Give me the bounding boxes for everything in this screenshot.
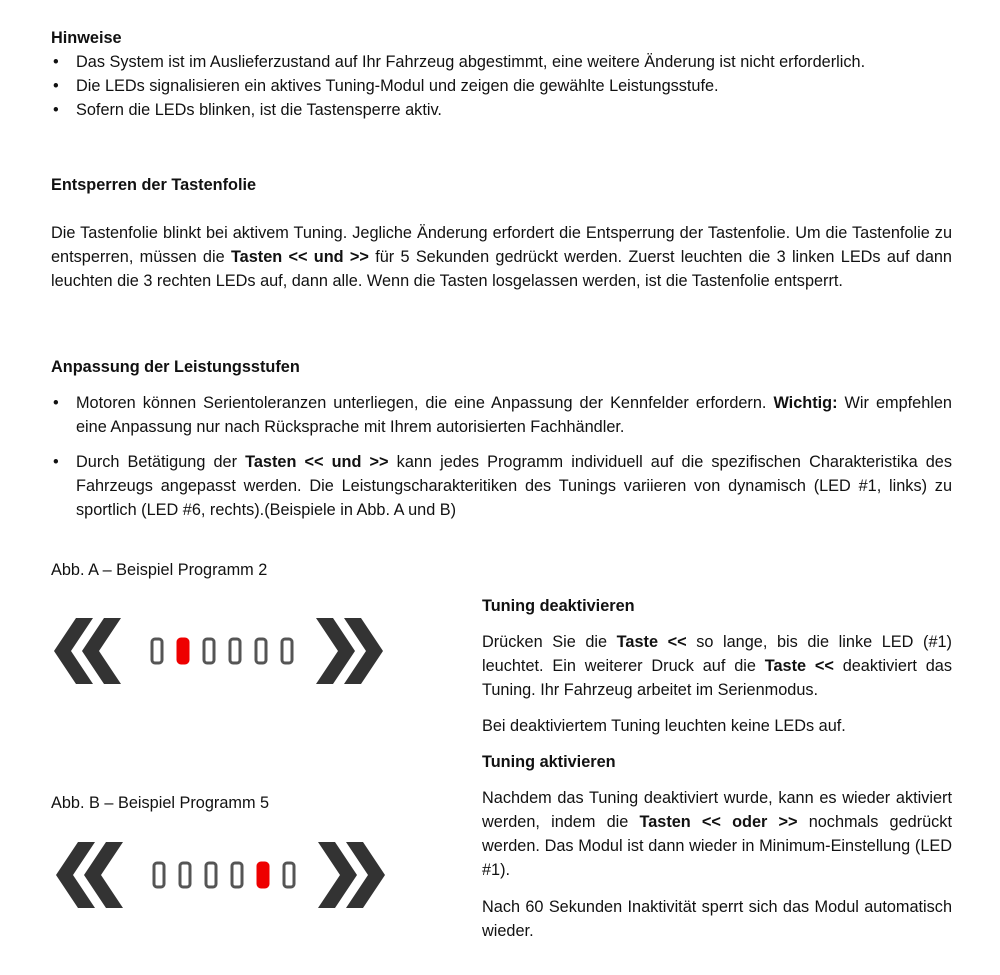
text-segment: Wir empfehlen eine Anpassung nur nach Rücksprache mit Ihrem autorisierten Fachhändler. [76,394,952,436]
text-segment: für 5 Sekunden gedrückt werden. Zuerst leuchten die 3 linken LEDs auf dann leuchten die 3 rechten LEDs auf, dann alle. Wenn die Tasten losgelassen werden, ist die Tastenfolie entsperrt. [51,248,952,290]
led-inactive [232,863,242,887]
text-segment: Das System ist im Auslieferzustand auf Ihr Fahrzeug abgestimmt, eine weitere Änderung ist nicht erforderlich. [76,53,866,71]
text-segment: Drücken Sie die [482,633,617,651]
text-segment: Motoren können Serientoleranzen unterliegen, die eine Anpassung der Kennfelder erfordern. [76,394,774,412]
chevron-right-icon [318,842,357,908]
chevron-left-icon [82,618,121,684]
deaktivieren-paragraph [482,630,952,702]
led-inactive [230,639,240,663]
aktivieren-paragraph [482,786,952,882]
heading-entsperren: Entsperren der Tastenfolie [51,176,257,194]
hinweise-list [51,50,952,122]
list-item [51,74,952,98]
list-item [51,450,952,522]
section-anpassung [51,355,952,522]
heading-deaktivieren: Tuning deaktivieren [482,597,635,615]
figure-a-caption: Abb. A – Beispiel Programm 2 [51,561,268,579]
led-inactive [206,863,216,887]
text-segment: Bei deaktiviertem Tuning leuchten keine LEDs auf. [482,717,846,735]
text-segment: Sofern die LEDs blinken, ist die Tastensperre aktiv. [76,101,442,119]
figure-b-caption: Abb. B – Beispiel Programm 5 [51,794,270,812]
led-inactive [256,639,266,663]
aktivieren-note [482,895,952,943]
figure-a-led-graphic [50,618,390,688]
led-inactive [204,639,214,663]
led-inactive [180,863,190,887]
list-item [51,50,952,74]
text-segment: kann jedes Programm individuell auf die spezifischen Charakteristika des Fahrzeugs angepasst werden. Die Leistungscharakteritiken des Tunings variieren von dynamisch (LED #1, links) zu sportlich (LED #6, rechts).(Beispiele in Abb. A und B) [76,453,952,519]
chevron-left-icon [84,842,123,908]
text-segment: nochmals gedrückt werden. Das Modul ist dann wieder in Minimum-Einstellung (LED #1). [482,813,952,879]
text-segment: Nachdem das Tuning deaktiviert wurde, kann es wieder aktiviert werden, indem die [482,789,952,831]
bold-text: Taste << [616,633,687,651]
text-segment: Nach 60 Sekunden Inaktivität sperrt sich das Modul automatisch wieder. [482,898,952,940]
text-segment: Die Tastenfolie blinkt bei aktivem Tuning. Jegliche Änderung erfordert die Entsperrung der Tastenfolie. Um die Tastenfolie zu entsperren, müssen die [51,224,952,266]
led-active [258,863,268,887]
bold-text: Tasten << und >> [230,248,369,266]
chevron-right-icon [316,618,355,684]
section-entsperren [51,173,952,293]
text-segment: Durch Betätigung der [76,453,246,471]
heading-hinweise: Hinweise [51,29,122,47]
heading-aktivieren: Tuning aktivieren [482,753,616,771]
bold-text: Tasten << oder >> [639,813,798,831]
bold-text: Taste << [764,657,834,675]
text-segment: deaktiviert das Tuning. Ihr Fahrzeug arbeitet im Serienmodus. [482,657,952,699]
list-item [51,391,952,439]
heading-anpassung: Anpassung der Leistungsstufen [51,358,300,376]
bold-text: Tasten << und >> [245,453,389,471]
section-tuning-deaktivieren [482,594,952,943]
led-inactive [152,639,162,663]
list-item [51,98,952,122]
entsperren-paragraph [51,221,952,293]
led-inactive [284,863,294,887]
figure-b-led-graphic [52,842,392,912]
bold-text: Wichtig: [773,394,838,412]
text-segment: Die LEDs signalisieren ein aktives Tuning-Modul und zeigen die gewählte Leistungsstufe. [76,77,719,95]
section-hinweise [51,26,952,122]
led-inactive [154,863,164,887]
led-active [178,639,188,663]
led-inactive [282,639,292,663]
deaktivieren-note [482,714,952,738]
anpassung-list [51,391,952,522]
text-segment: so lange, bis die linke LED (#1) leuchtet. Ein weiterer Druck auf die [482,633,952,675]
